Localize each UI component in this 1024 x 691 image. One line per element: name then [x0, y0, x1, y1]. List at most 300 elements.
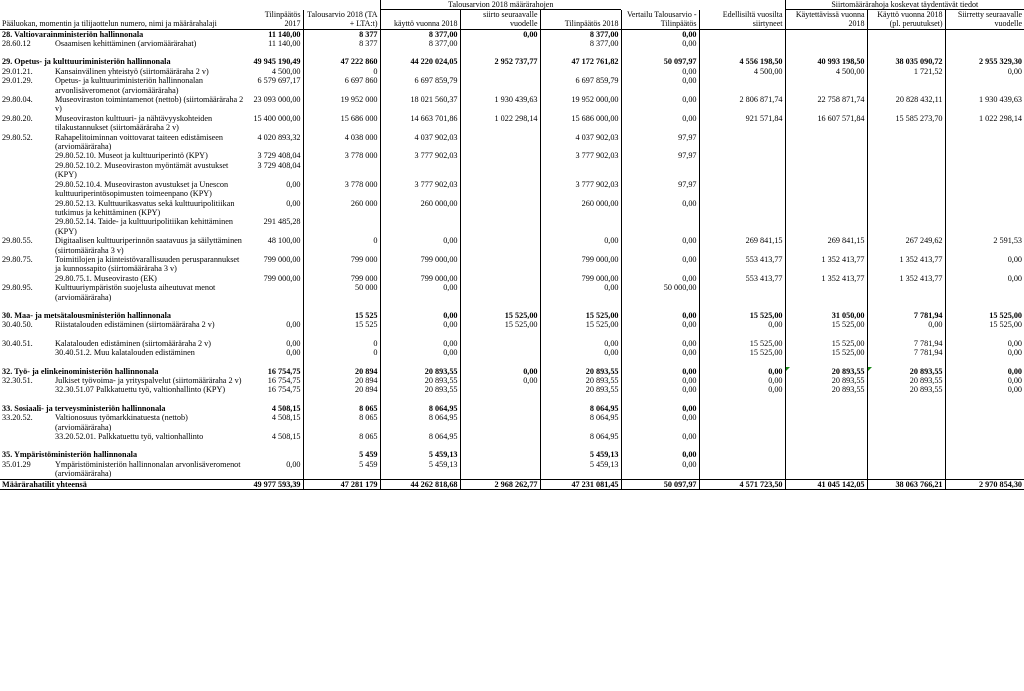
value-cell: 8 377	[303, 29, 380, 39]
spacer-cell	[460, 358, 540, 367]
value-cell: 1 721,52	[867, 67, 945, 76]
indent-cell	[0, 385, 53, 394]
value-cell: 0,00	[621, 348, 699, 357]
spacer-cell	[460, 330, 540, 339]
value-cell: 14 663 701,86	[380, 114, 460, 133]
table-row	[0, 283, 1024, 302]
value-cell: 799 000,00	[263, 273, 301, 283]
value-cell: 16 754,75	[267, 376, 301, 386]
value-cell: 799 000	[303, 274, 380, 283]
value-cell: 6 579 697,17	[257, 76, 301, 86]
value-cell: 2 968 262,77	[460, 479, 540, 489]
value-cell: 8 064,95	[540, 413, 621, 432]
value-cell: 553 413,77	[699, 274, 785, 283]
value-cell	[460, 432, 540, 441]
value-cell: 799 000,00	[380, 255, 460, 274]
value-cell: 799 000,00	[540, 255, 621, 274]
value-cell: 47 231 081,45	[540, 479, 621, 489]
value-cell	[945, 217, 1024, 236]
value-cell	[699, 450, 785, 459]
ministry-label: 35. Ympäristöministeriön hallinnonala	[2, 450, 138, 460]
value-cell	[460, 450, 540, 459]
value-cell: 0,00	[621, 339, 699, 348]
value-cell: 4 500,00	[699, 67, 785, 76]
spacer-cell	[460, 302, 540, 311]
table-row	[0, 133, 1024, 152]
value-cell: 0,00	[621, 255, 699, 274]
value-cell: 97,97	[621, 180, 699, 199]
subitem-label: 32.30.51.07 Palkkatuettu työ, valtionhallinto (KPY)	[55, 385, 226, 395]
value-cell: 260 000	[303, 199, 380, 218]
value-cell: 15 525,00	[699, 311, 785, 320]
value-cell: 1 930 439,63	[945, 95, 1024, 114]
header-spacer-2	[621, 0, 785, 10]
table-row	[0, 385, 1024, 394]
value-cell	[460, 67, 540, 76]
value-cell: 5 459,13	[380, 460, 460, 479]
spacer-cell	[867, 302, 945, 311]
value-cell	[460, 348, 540, 357]
value-cell	[945, 180, 1024, 199]
value-cell	[380, 161, 460, 180]
table-row	[0, 255, 1024, 274]
value-cell: 0,00	[460, 367, 540, 376]
value-cell	[699, 413, 785, 432]
value-cell	[867, 199, 945, 218]
value-cell: 20 894	[303, 367, 380, 376]
value-cell	[460, 133, 540, 152]
total-label: Määrärahatilit yhteensä	[0, 479, 248, 489]
spacer-cell	[460, 395, 540, 404]
value-cell: 20 893,55	[540, 367, 621, 376]
value-cell	[699, 217, 785, 236]
spacer-cell	[867, 330, 945, 339]
table-row	[0, 413, 1024, 432]
value-cell: 50 000,00	[621, 283, 699, 302]
value-cell: 0,00	[699, 376, 785, 385]
value-cell: 0,00	[621, 413, 699, 432]
moment-label: Osaamisen kehittäminen (arviomäärärahat)	[55, 39, 197, 49]
value-cell: 0,00	[867, 320, 945, 329]
value-cell: 4 500,00	[271, 66, 301, 76]
spacer-cell	[53, 302, 248, 311]
value-cell: 15 525,00	[460, 320, 540, 329]
value-cell	[867, 460, 945, 479]
moment-code: 29.80.20.	[2, 113, 33, 123]
spacer-row	[0, 395, 1024, 404]
value-cell: 8 377,00	[540, 39, 621, 48]
value-cell: 41 045 142,05	[785, 479, 867, 489]
spacer-cell	[699, 395, 785, 404]
value-cell	[699, 404, 785, 413]
value-cell: 0,00	[621, 236, 699, 255]
value-cell	[460, 255, 540, 274]
appropriations-body	[0, 10, 1024, 490]
value-cell: 0,00	[621, 95, 699, 114]
table-row	[0, 114, 1024, 133]
spacer-cell	[380, 358, 460, 367]
value-cell: 1 352 413,77	[867, 274, 945, 283]
value-cell	[460, 199, 540, 218]
value-cell: 4 500,00	[785, 67, 867, 76]
col-header-kaytettavissa: Käytettävissä vuonna 2018	[785, 10, 867, 29]
value-cell	[303, 161, 380, 180]
subitem-label: 29.80.52.10. Museot ja kulttuuriperintö (KPY)	[55, 151, 208, 161]
value-cell: 267 249,62	[867, 236, 945, 255]
value-cell: 0,00	[460, 376, 540, 385]
value-cell: 0,00	[621, 114, 699, 133]
value-cell	[699, 29, 785, 39]
indent-cell	[0, 180, 53, 199]
value-cell: 97,97	[621, 133, 699, 152]
value-cell	[540, 217, 621, 236]
value-cell	[785, 404, 867, 413]
value-cell: 16 754,75	[267, 366, 301, 376]
spacer-cell	[867, 395, 945, 404]
value-cell: 38 035 090,72	[867, 57, 945, 66]
col-header-ta2018: Talousarvio 2018 (TA + LTA:t)	[303, 10, 380, 29]
table-row	[0, 274, 1024, 283]
indent-cell	[0, 274, 53, 283]
indent-cell	[0, 432, 53, 441]
appropriations-table	[0, 0, 1024, 10]
value-cell	[460, 413, 540, 432]
moment-label: Digitaalisen kulttuuriperinnön saatavuus ja säilyttäminen (siirtomääräraha 3 v)	[55, 236, 242, 255]
value-cell	[699, 133, 785, 152]
value-cell: 1 352 413,77	[785, 274, 867, 283]
spacer-cell	[540, 395, 621, 404]
value-cell: 4 571 723,50	[699, 479, 785, 489]
value-cell: 2 806 871,74	[699, 95, 785, 114]
value-cell: 0,00	[286, 320, 301, 330]
table-row	[0, 339, 1024, 348]
value-cell	[867, 151, 945, 160]
value-cell: 4 038 000	[303, 133, 380, 152]
value-cell	[785, 76, 867, 95]
table-row	[0, 320, 1024, 329]
moment-label: Rahapelitoiminnan voittovarat taiteen edistämiseen (arviomääräraha)	[55, 132, 224, 152]
subitem-label: 29.80.52.13. Kulttuurikasvatus sekä kulttuuripolitiikan tutkimus ja kehittäminen (KPY)	[55, 198, 235, 217]
value-cell: 20 894	[303, 376, 380, 385]
value-cell	[699, 199, 785, 218]
value-cell: 260 000,00	[380, 199, 460, 218]
moment-label: Museoviraston kulttuuri- ja nähtävyyskohteiden tilakustannukset (siirtomääräraha 2 v)	[55, 113, 213, 133]
value-cell: 15 525,00	[540, 320, 621, 329]
value-cell: 0,00	[621, 67, 699, 76]
value-cell	[380, 67, 460, 76]
spacer-cell	[540, 302, 621, 311]
value-cell	[785, 133, 867, 152]
value-cell	[248, 311, 303, 320]
spacer-cell	[945, 330, 1024, 339]
spacer-cell	[785, 358, 867, 367]
value-cell	[867, 29, 945, 39]
value-cell: 20 893,55	[867, 385, 945, 394]
spacer-cell	[380, 48, 460, 57]
value-cell: 921 571,84	[699, 114, 785, 133]
value-cell: 0,00	[945, 255, 1024, 274]
spacer-cell	[248, 441, 303, 450]
value-cell: 5 459,13	[540, 460, 621, 479]
value-cell: 1 930 439,63	[460, 95, 540, 114]
value-cell: 15 525,00	[699, 348, 785, 357]
col-header-tp2018: Tilinpäätös 2018	[540, 10, 621, 29]
spacer-cell	[303, 441, 380, 450]
moment-code: 29.80.75.	[2, 254, 33, 264]
value-cell: 48 100,00	[267, 236, 301, 246]
value-cell	[621, 161, 699, 180]
subitem-label: 29.80.52.10.2. Museoviraston myöntämät avustukset (KPY)	[55, 160, 229, 180]
indent-cell	[0, 348, 53, 357]
value-cell: 0,00	[286, 198, 301, 208]
value-cell: 0,00	[380, 236, 460, 255]
value-cell: 11 140,00	[268, 39, 301, 49]
header-group-siirto: Siirtomäärärahoja koskevat täydentävät tiedot	[785, 0, 1024, 10]
value-cell: 0,00	[699, 320, 785, 329]
value-cell: 8 064,95	[380, 432, 460, 441]
value-cell	[867, 432, 945, 441]
col-header-tp2017: Tilinpäätös 2017	[264, 10, 301, 29]
indent-cell	[0, 217, 53, 236]
value-cell: 20 893,55	[867, 367, 945, 376]
moment-code: 28.60.12	[2, 39, 31, 49]
spacer-cell	[785, 48, 867, 57]
value-cell	[945, 151, 1024, 160]
spacer-cell	[699, 358, 785, 367]
value-cell: 0,00	[540, 283, 621, 302]
value-cell: 0,00	[380, 283, 460, 302]
value-cell: 15 525	[303, 320, 380, 329]
value-cell	[785, 199, 867, 218]
value-cell	[460, 404, 540, 413]
value-cell: 5 459	[303, 450, 380, 459]
value-cell: 0	[303, 348, 380, 357]
value-cell	[460, 339, 540, 348]
value-cell: 20 893,55	[785, 367, 867, 376]
value-cell	[460, 274, 540, 283]
moment-code: 29.01.21.	[2, 66, 33, 76]
value-cell	[303, 217, 380, 236]
spacer-row	[0, 48, 1024, 57]
value-cell: 799 000	[303, 255, 380, 274]
spacer-row	[0, 302, 1024, 311]
value-cell: 0,00	[460, 29, 540, 39]
value-cell: 15 525,00	[945, 320, 1024, 329]
value-cell	[699, 39, 785, 48]
value-cell	[867, 161, 945, 180]
value-cell: 3 777 902,03	[540, 180, 621, 199]
value-cell: 2 970 854,30	[945, 479, 1024, 489]
ministry-label: 28. Valtiovarainministeriön hallinnonala	[0, 29, 248, 39]
value-cell: 3 777 902,03	[380, 151, 460, 160]
value-cell: 4 020 893,32	[257, 132, 301, 142]
value-cell: 0,00	[380, 320, 460, 329]
value-cell	[460, 180, 540, 199]
spacer-cell	[0, 395, 53, 404]
value-cell	[785, 450, 867, 459]
moment-label: Kulttuuriympäristön suojelusta aiheutuvat menot (arviomääräraha)	[55, 283, 216, 302]
value-cell: 0,00	[621, 385, 699, 394]
table-row	[0, 29, 1024, 39]
value-cell: 15 525,00	[460, 311, 540, 320]
value-cell	[785, 413, 867, 432]
moment-label: Kansainvälinen yhteistyö (siirtomääräraha 2 v)	[55, 66, 209, 76]
table-row	[0, 199, 1024, 218]
value-cell: 15 525,00	[785, 348, 867, 357]
value-cell: 4 037 902,03	[380, 133, 460, 152]
col-header-edell: Edellisiltä vuosilta siirtyneet	[699, 10, 785, 29]
value-cell: 20 828 432,11	[867, 95, 945, 114]
value-cell	[945, 199, 1024, 218]
value-cell: 38 063 766,21	[867, 479, 945, 489]
value-cell: 3 777 902,03	[540, 151, 621, 160]
value-cell: 4 508,15	[271, 413, 301, 423]
table-row	[0, 479, 1024, 489]
moment-code: 29.80.52.	[2, 132, 33, 142]
spacer-cell	[540, 330, 621, 339]
table-row	[0, 311, 1024, 320]
value-cell: 0,00	[621, 29, 699, 39]
table-row	[0, 161, 1024, 180]
value-cell: 8 377,00	[380, 29, 460, 39]
value-cell: 8 064,95	[540, 404, 621, 413]
spacer-cell	[460, 441, 540, 450]
value-cell: 0,00	[621, 432, 699, 441]
value-cell: 0	[303, 67, 380, 76]
value-cell: 18 021 560,37	[380, 95, 460, 114]
value-cell: 16 607 571,84	[785, 114, 867, 133]
value-cell: 0,00	[621, 450, 699, 459]
value-cell: 3 777 902,03	[380, 180, 460, 199]
spacer-cell	[540, 441, 621, 450]
value-cell: 0,00	[621, 376, 699, 385]
spacer-cell	[0, 441, 53, 450]
value-cell	[945, 450, 1024, 459]
value-cell: 50 000	[303, 283, 380, 302]
value-cell: 8 064,95	[540, 432, 621, 441]
value-cell: 269 841,15	[785, 236, 867, 255]
value-cell: 0,00	[699, 367, 785, 376]
ministry-label: 29. Opetus- ja kulttuuriministeriön hallinnonala	[2, 57, 171, 67]
spacer-cell	[540, 358, 621, 367]
spacer-cell	[380, 302, 460, 311]
value-cell: 8 377	[303, 39, 380, 48]
table-row	[0, 367, 1024, 376]
value-cell: 0,00	[621, 274, 699, 283]
moment-label: Kalatalouden edistäminen (siirtomääräraha 2 v)	[55, 338, 211, 348]
value-cell: 0,00	[380, 311, 460, 320]
spacer-row	[0, 330, 1024, 339]
spacer-cell	[303, 302, 380, 311]
value-cell: 97,97	[621, 151, 699, 160]
value-cell	[460, 283, 540, 302]
moment-code: 33.20.52.	[2, 413, 33, 423]
indent-cell	[0, 161, 53, 180]
value-cell: 8 064,95	[380, 404, 460, 413]
moment-code: 29.80.04.	[2, 95, 33, 105]
value-cell: 260 000,00	[540, 199, 621, 218]
moment-code: 29.80.95.	[2, 283, 33, 293]
spacer-cell	[621, 358, 699, 367]
value-cell: 4 508,15	[271, 432, 301, 442]
value-cell	[460, 236, 540, 255]
moment-label: Opetus- ja kulttuuriministeriön hallinnonalan arvonlisäveromenot (arviomääräraha)	[55, 76, 204, 95]
value-cell	[867, 133, 945, 152]
value-cell: 0,00	[380, 348, 460, 357]
value-cell	[785, 217, 867, 236]
ministry-label: 30. Maa- ja metsätalousministeriön hallinnonala	[2, 310, 171, 320]
col-header-siirto: siirto seuraavalle vuodelle	[460, 10, 540, 29]
spacer-cell	[621, 48, 699, 57]
value-cell	[540, 67, 621, 76]
subitem-label: 29.80.52.10.4. Museoviraston avustukset ja Unescon kulttuuriperintösopimusten toimeenpano (KPY)	[55, 179, 229, 199]
moment-label: Riistatalouden edistäminen (siirtomääräraha 2 v)	[55, 320, 215, 330]
spacer-cell	[0, 330, 53, 339]
value-cell: 20 893,55	[785, 385, 867, 394]
value-cell: 20 894	[303, 385, 380, 394]
value-cell: 3 778 000	[303, 151, 380, 160]
value-cell: 0,00	[945, 348, 1024, 357]
value-cell	[785, 29, 867, 39]
value-cell: 8 377,00	[380, 39, 460, 48]
value-cell: 20 893,55	[380, 376, 460, 385]
value-cell: 1 022 298,14	[460, 114, 540, 133]
value-cell: 0,00	[945, 339, 1024, 348]
value-cell	[945, 460, 1024, 479]
value-cell: 15 585 273,70	[867, 114, 945, 133]
ministry-label: 33. Sosiaali- ja terveysministeriön hallinnonala	[2, 403, 166, 413]
value-cell: 44 262 818,68	[380, 479, 460, 489]
value-cell: 0,00	[380, 339, 460, 348]
value-cell	[699, 151, 785, 160]
value-cell: 31 050,00	[785, 311, 867, 320]
header-group-talousarvio: Talousarvion 2018 määrärahojen	[380, 0, 621, 10]
value-cell: 553 413,77	[699, 255, 785, 274]
value-cell: 0,00	[621, 76, 699, 95]
value-cell	[867, 413, 945, 432]
table-row	[0, 217, 1024, 236]
value-cell: 2 952 737,77	[460, 57, 540, 66]
value-cell	[460, 39, 540, 48]
value-cell: 19 952 000	[303, 95, 380, 114]
value-cell	[699, 432, 785, 441]
spacer-cell	[0, 358, 53, 367]
value-cell	[699, 76, 785, 95]
value-cell	[785, 460, 867, 479]
value-cell: 47 172 761,82	[540, 57, 621, 66]
value-cell: 15 525,00	[785, 320, 867, 329]
moment-code: 29.80.55.	[2, 236, 33, 246]
value-cell	[867, 404, 945, 413]
table-row	[0, 57, 1024, 66]
value-cell: 0,00	[699, 385, 785, 394]
table-row	[0, 376, 1024, 385]
spacer-cell	[53, 441, 248, 450]
spacer-cell	[0, 302, 53, 311]
value-cell	[785, 161, 867, 180]
value-cell: 0,00	[540, 348, 621, 357]
spacer-cell	[53, 395, 248, 404]
value-cell	[945, 283, 1024, 302]
value-cell	[785, 432, 867, 441]
value-cell	[699, 283, 785, 302]
table-row	[0, 67, 1024, 76]
value-cell	[945, 133, 1024, 152]
table-row	[0, 432, 1024, 441]
value-cell: 1 352 413,77	[785, 255, 867, 274]
value-cell: 0,00	[945, 385, 1024, 394]
value-cell	[945, 76, 1024, 95]
